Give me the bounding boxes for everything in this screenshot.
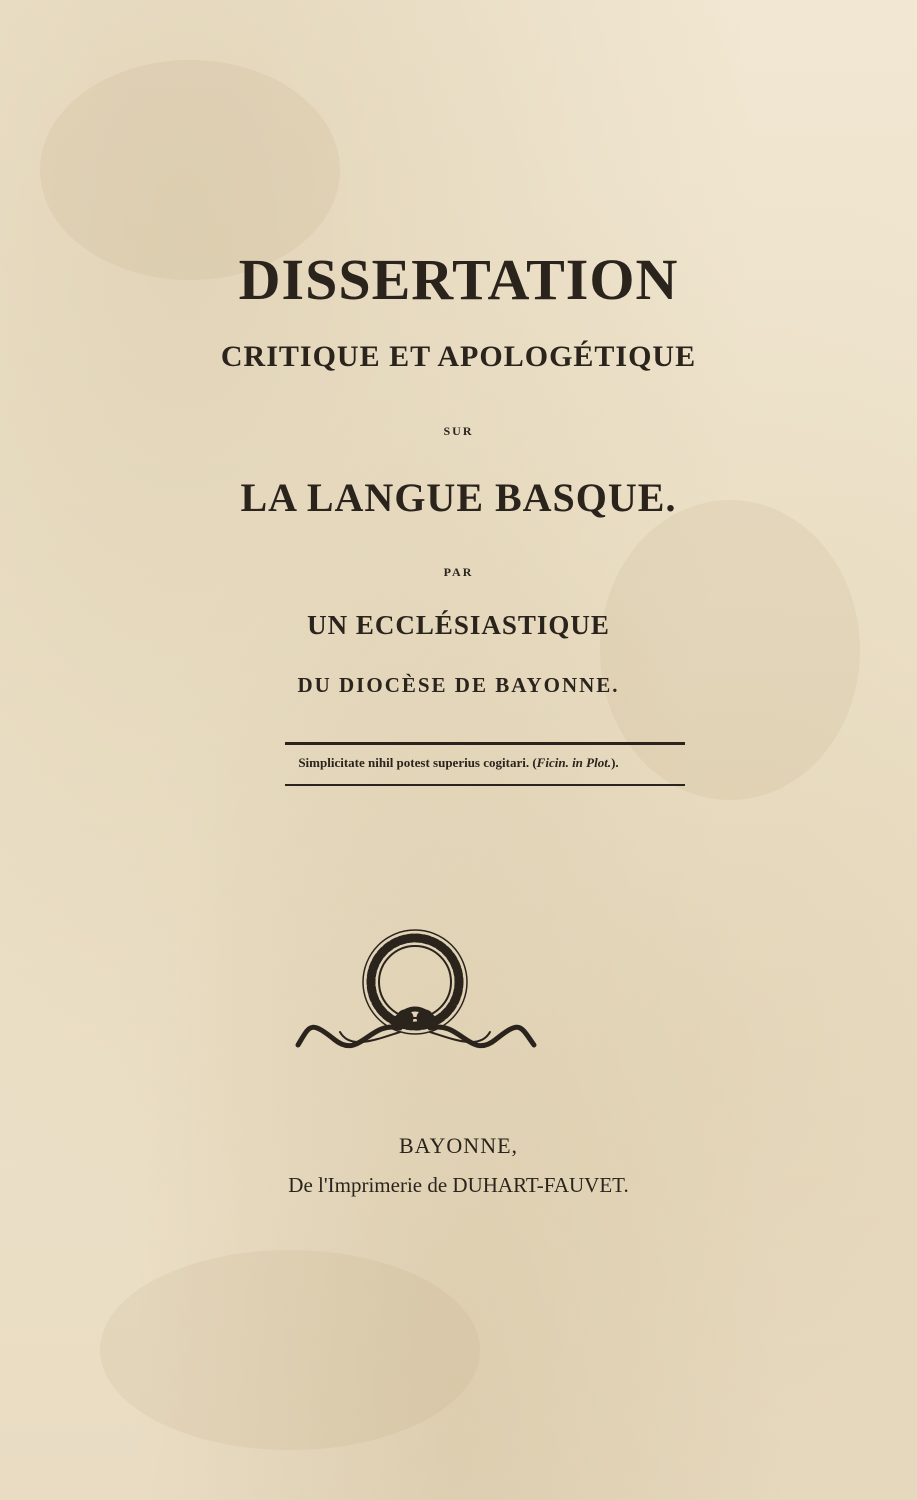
author-line-2: DU DIOCÈSE DE BAYONNE.: [297, 673, 620, 697]
wreath-with-ribbon-icon: [290, 920, 540, 1070]
page-title: DISSERTATION: [238, 247, 679, 312]
citation-close: ).: [611, 755, 619, 770]
epigraph: [0, 755, 917, 771]
epigraph-rule-bottom: [285, 784, 685, 786]
subject-title: LA LANGUE BASQUE.: [240, 475, 677, 520]
author-line-1: UN ECCLÉSIASTIQUE: [307, 610, 610, 640]
epigraph-citation: Ficin. in Plot.: [536, 755, 612, 770]
imprint-place: BAYONNE,: [398, 1133, 519, 1158]
page-subtitle: CRITIQUE ET APOLOGÉTIQUE: [220, 340, 697, 373]
imprint-printer: De l'Imprimerie de DUHART-FAUVET.: [288, 1173, 629, 1197]
epigraph-text: Simplicitate nihil potest superius cogitari.: [298, 755, 530, 770]
connector-par: PAR: [443, 565, 474, 579]
paper-stain: [100, 1250, 480, 1450]
citation-open: (: [529, 755, 537, 770]
connector-sur: SUR: [443, 424, 474, 438]
epigraph-rule-top: [285, 742, 685, 745]
